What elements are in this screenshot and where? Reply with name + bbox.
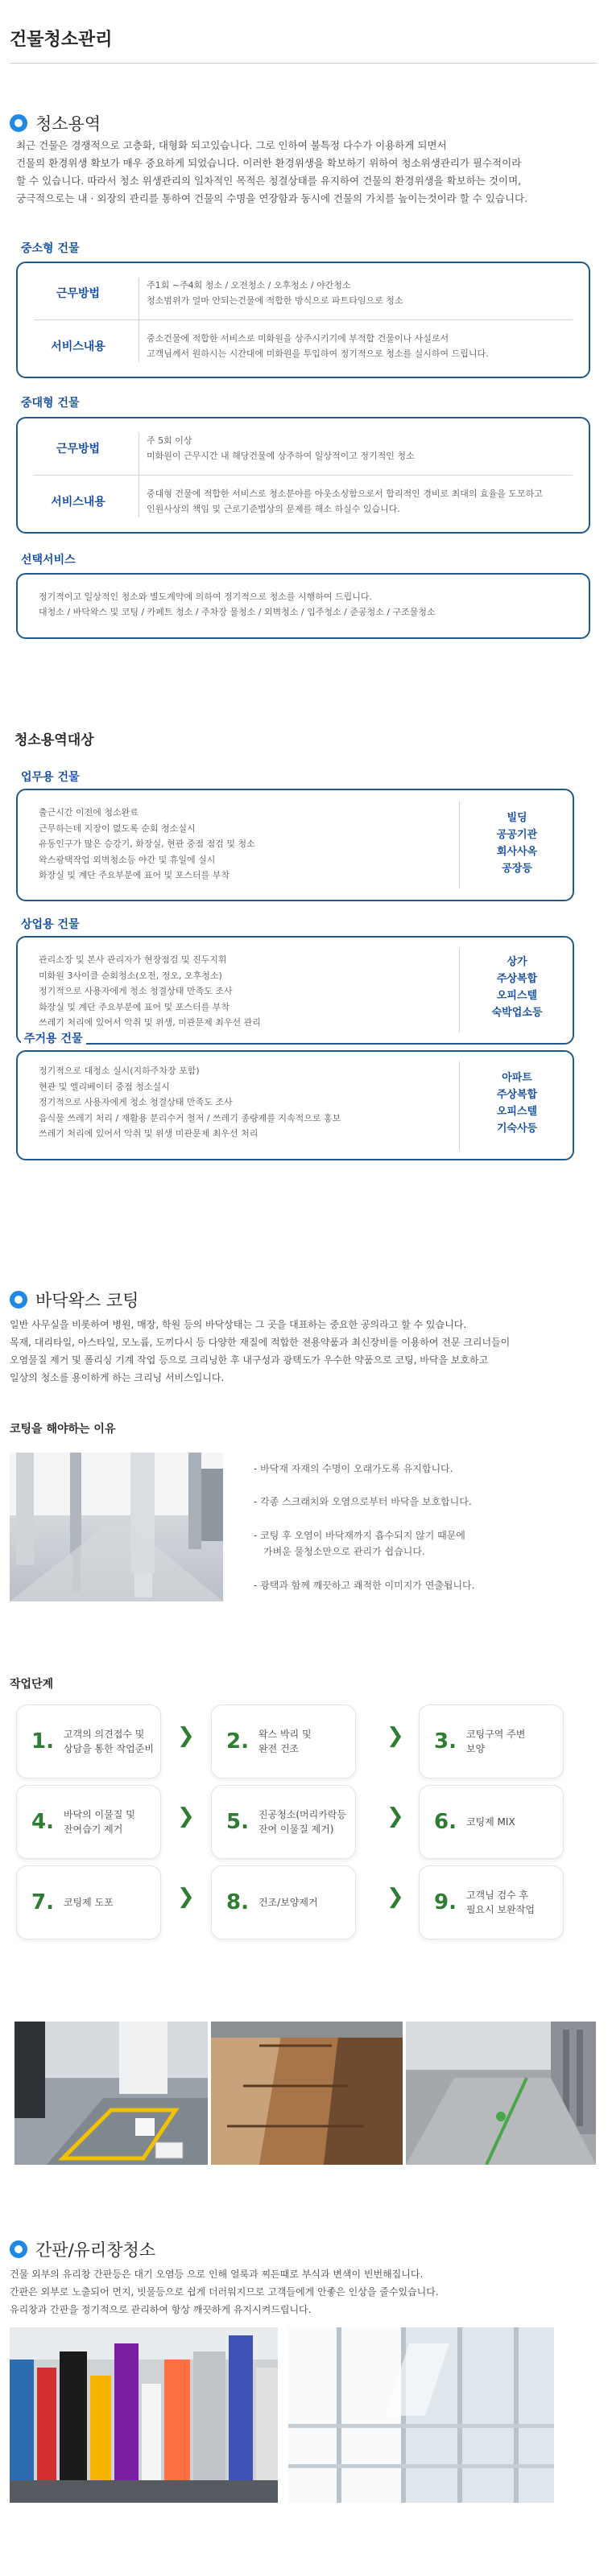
row-divider — [34, 475, 573, 476]
intro-line: 할 수 있습니다. 따라서 청소 위생관리의 일차적인 목적은 청결상태를 유지하여 건물의 환경위생을 확보하는 것이며, — [16, 175, 522, 187]
step-text — [64, 1895, 114, 1910]
intro-line: 최근 건물은 경쟁적으로 고층화, 대형화 되고있습니다. 그로 인하여 불특정 다수가 이용하게 되면서 — [16, 139, 447, 151]
steps-title: 작업단계 — [10, 1678, 54, 1691]
reason-item — [254, 1494, 472, 1510]
intro-line: 일반 사무실을 비롯하여 병원, 매장, 학원 등의 바닥상태는 그 곳을 대표하는 중요한 공의라고 할 수 있습니다. — [10, 1319, 467, 1330]
target-line: 정기적으로 사용자에게 청소 청결상태 만족도 조사 — [39, 1097, 233, 1107]
step-number: 4. — [31, 1810, 54, 1834]
work-photo-wood-floor — [211, 2022, 403, 2165]
step-card — [16, 1704, 161, 1778]
large-building-label: 중대형 건물 — [21, 397, 80, 410]
target-label-commercial: 상업용 건물 — [21, 918, 80, 931]
target-line: 출근시간 이전에 청소완료 — [39, 807, 139, 818]
intro-line: 목재, 대리타일, 아스타일, 모노륨, 도끼다시 등 다양한 재질에 적합한 전용약품과 최신장비를 이용하여 전문 크리너들이 — [10, 1337, 511, 1348]
large-row-method — [18, 425, 589, 472]
column-divider — [459, 802, 460, 888]
step-card — [419, 1865, 564, 1939]
small-building-box — [16, 262, 590, 378]
row-line: 중대형 건물에 적합한 서비스로 청소분야를 아웃소싱함으로서 합리적인 경비로 최대의 효율을 도모하고 — [147, 488, 543, 499]
target-tag: 숙박업소등 — [491, 1007, 543, 1019]
chevron-right-icon: ❯ — [387, 1885, 404, 1909]
circle-bullet-icon — [10, 114, 27, 132]
step-text — [259, 1807, 346, 1836]
large-building-box — [16, 417, 590, 534]
target-tag: 빌딩 — [507, 812, 527, 824]
column-divider — [459, 949, 460, 1032]
step-number: 7. — [31, 1890, 54, 1914]
target-box-office — [16, 789, 574, 901]
target-tags — [461, 1070, 573, 1137]
intro-line: 일상의 청소를 용이하게 하는 크리닝 서비스입니다. — [10, 1372, 225, 1383]
step-text — [466, 1815, 515, 1829]
signboard-intro — [10, 2265, 589, 2318]
step-line: 코팅제 MIX — [465, 1816, 515, 1828]
step-number: 2. — [226, 1729, 249, 1754]
row-label: 근무방법 — [56, 287, 101, 300]
target-line: 화장실 및 계단 주요부분에 표어 및 포스터를 부착 — [39, 870, 230, 880]
target-tag: 기숙사등 — [496, 1123, 538, 1135]
step-number: 3. — [434, 1729, 457, 1754]
step-card — [419, 1785, 564, 1859]
title-divider — [10, 63, 598, 64]
step-number: 5. — [226, 1810, 249, 1834]
section-heading-wax — [10, 1288, 139, 1312]
chevron-right-icon: ❯ — [387, 1804, 404, 1828]
step-card — [16, 1865, 161, 1939]
row-line: 대청소 / 바닥왁스 및 코팅 / 카페트 청소 / 주차장 물청소 / 외벽청소 / 입주청소 / 준공청소 / 구조물청소 — [39, 607, 436, 617]
optional-service-label: 선택서비스 — [21, 554, 76, 567]
section-heading-targets: 청소용역대상 — [14, 732, 94, 748]
target-line: 왁스광택작업 외벽청소등 야간 및 휴일에 실시 — [39, 854, 216, 865]
reason-line: - 각종 스크래치와 오염으로부터 바닥을 보호합니다. — [254, 1496, 472, 1507]
target-tag: 상가 — [507, 956, 527, 968]
small-row-service — [18, 323, 589, 369]
wax-intro — [10, 1316, 598, 1387]
target-line: 쓰레기 처리에 있어서 악취 및 위생, 미관문제 최우선 관리 — [39, 1017, 261, 1028]
target-text — [39, 1063, 341, 1142]
row-line: 청소범위가 얼마 안되는건물에 적합한 방식으로 파트타임으로 청소 — [147, 295, 403, 306]
chevron-right-icon: ❯ — [177, 1885, 195, 1909]
step-number: 9. — [434, 1890, 457, 1914]
reason-line: 가벼운 물청소만으로 관리가 쉽습니다. — [263, 1546, 425, 1557]
step-line: 고객의 의견접수 및 — [63, 1729, 145, 1740]
circle-bullet-icon — [10, 2240, 27, 2258]
section-heading-text: 바닥왁스 코팅 — [35, 1291, 139, 1310]
row-line: 미화원이 근무시간 내 해당건물에 상주하여 일상적이고 정기적인 청소 — [147, 451, 415, 461]
chevron-right-icon: ❯ — [387, 1724, 404, 1748]
target-line: 화장실 및 계단 주요부분에 표어 및 포스터를 부착 — [39, 1001, 230, 1012]
row-label: 서비스내용 — [51, 340, 105, 353]
target-tags — [461, 954, 573, 1021]
circle-bullet-icon — [10, 1291, 27, 1309]
row-line: 주1회 ~주4회 청소 / 오전청소 / 오후청소 / 야간청소 — [147, 280, 351, 291]
target-line: 유동인구가 많은 승강기, 화장실, 현관 중점 점검 및 청소 — [39, 839, 255, 849]
row-line: 정기적이고 일상적인 청소와 별도계약에 의하여 정기적으로 청소를 시행하여 드립니다. — [39, 591, 373, 602]
target-line: 음식물 쓰레기 처리 / 재활용 분리수거 철저 / 쓰레기 종량제를 지속적으로 홍보 — [39, 1112, 341, 1123]
small-row-method — [18, 270, 589, 316]
reason-item — [254, 1527, 465, 1560]
intro-line: 간판은 외부로 노출되어 먼지, 빗물등으로 쉽게 더러워지므로 고객들에게 안좋은 인상을 줄수있습니다. — [10, 2286, 439, 2298]
intro-line: 건물 외부의 유리창 간판등은 대기 오염등 으로 인해 얼룩과 찌든때로 부식과 변색이 빈번해집니다. — [10, 2269, 424, 2280]
step-number: 1. — [31, 1729, 54, 1754]
work-photo-concrete-floor — [406, 2022, 596, 2165]
target-label-residential: 주거용 건물 — [21, 1030, 86, 1046]
target-tag: 주상복합 — [496, 973, 538, 985]
target-line: 정기적으로 대청소 실시(지하주차장 포함) — [39, 1065, 200, 1076]
row-text — [139, 331, 489, 361]
step-text — [259, 1727, 312, 1756]
reason-title: 코팅을 해야하는 이유 — [10, 1423, 116, 1436]
section-heading-text: 청소용역 — [35, 114, 101, 134]
step-number: 6. — [434, 1810, 457, 1834]
step-line: 보양 — [465, 1743, 486, 1754]
target-tag: 오피스텔 — [496, 990, 538, 1002]
step-line: 건조/보양제거 — [258, 1897, 318, 1908]
target-tags — [461, 810, 573, 877]
row-line: 인원사상의 책임 및 근로기준법상의 문제를 해소 하실수 있습니다. — [147, 504, 400, 514]
row-line: 주 5회 이상 — [147, 435, 192, 446]
target-tag: 주상복합 — [496, 1089, 538, 1101]
step-text — [64, 1807, 135, 1836]
page-title: 건물청소관리 — [10, 30, 113, 50]
reason-line: - 코팅 후 오염이 바닥재까지 흡수되지 않기 때문에 — [254, 1530, 465, 1541]
row-text — [139, 278, 403, 308]
optional-service-box — [16, 573, 590, 639]
intro-line: 궁극적으로는 내 · 외장의 관리를 통하여 건물의 수명을 연장함과 동시에 건물의 가치를 높이는것이라 할 수 있습니다. — [16, 192, 528, 204]
reason-line: - 광택과 함께 깨끗하고 쾌적한 이미지가 연출됩니다. — [254, 1580, 475, 1591]
row-line: 고객님께서 원하시는 시간대에 미화원을 투입하여 정기적으로 청소를 실시하여 드립니다. — [147, 348, 489, 359]
cleaning-intro — [16, 137, 596, 208]
step-text — [259, 1895, 318, 1910]
section-heading-cleaning — [10, 111, 101, 135]
intro-line: 유리창과 간판을 정기적으로 관리하여 항상 깨끗하게 유지시켜드립니다. — [10, 2304, 312, 2315]
row-text — [139, 433, 415, 464]
target-tag: 아파트 — [502, 1072, 532, 1084]
step-line: 바닥의 이물질 및 — [63, 1809, 135, 1820]
target-label-office: 업무용 건물 — [21, 771, 80, 784]
step-line: 진공청소(머리카락등 — [258, 1809, 346, 1820]
step-line: 잔여 이물질 제거) — [258, 1824, 334, 1835]
target-box-commercial — [16, 936, 574, 1045]
reason-item — [254, 1461, 453, 1477]
target-text — [39, 805, 255, 884]
step-line: 왁스 박리 및 — [258, 1729, 312, 1740]
target-tag: 공장등 — [502, 863, 532, 875]
step-card — [211, 1785, 356, 1859]
intro-line: 건물의 환경위생 확보가 매우 중요하게 되었습니다. 이러한 환경위생을 확보하기 위하여 청소위생관리가 필수적이라 — [16, 157, 522, 169]
large-row-service — [18, 478, 589, 525]
target-line: 쓰레기 처리에 있어서 악취 및 위생 미관문제 최우선 처리 — [39, 1128, 259, 1139]
step-line: 필요시 보완작업 — [465, 1904, 535, 1915]
section-heading-signboard — [10, 2237, 155, 2261]
row-text — [139, 486, 543, 517]
step-text — [466, 1888, 535, 1917]
target-line: 관리소장 및 본사 관리자가 현장점검 및 진두지휘 — [39, 954, 227, 965]
step-line: 코팅제 도포 — [63, 1897, 114, 1908]
reason-item — [254, 1577, 474, 1593]
step-line: 고객님 검수 후 — [465, 1890, 529, 1901]
intro-line: 오염물질 제거 및 폴리싱 기계 작업 등으로 크리닝한 후 내구성과 광택도가 우수한 약품으로 코팅, 바닥을 보호하고 — [10, 1354, 489, 1366]
reason-line: - 바닥재 자재의 수명이 오래가도록 유지합니다. — [254, 1463, 453, 1474]
target-tag: 오피스텔 — [496, 1106, 538, 1118]
step-card — [211, 1865, 356, 1939]
row-line: 중소건물에 적합한 서비스로 미화원을 상주시키기에 부적합 건물이나 사설로서 — [147, 333, 449, 344]
row-label: 근무방법 — [56, 443, 101, 455]
chevron-right-icon: ❯ — [177, 1724, 195, 1748]
target-text — [39, 952, 261, 1031]
step-card — [211, 1704, 356, 1778]
section-heading-text: 간판/유리창청소 — [35, 2240, 156, 2260]
step-line: 잔여습기 제거 — [63, 1824, 123, 1835]
glass-window-photo — [288, 2327, 554, 2503]
row-divider — [34, 319, 573, 320]
target-line: 현관 및 엘리베이터 중점 청소실시 — [39, 1081, 170, 1092]
target-tag: 회사사옥 — [496, 846, 538, 858]
step-line: 완전 건조 — [258, 1743, 300, 1754]
column-divider — [459, 1061, 460, 1150]
row-label: 서비스내용 — [51, 496, 105, 509]
small-building-label: 중소형 건물 — [21, 242, 80, 255]
target-line: 정기적으로 사용자에게 청소 청결상태 만족도 조사 — [39, 986, 233, 996]
target-tag: 공공기관 — [496, 829, 538, 841]
target-line: 근무하는데 지장이 없도록 순회 청소실시 — [39, 822, 196, 834]
step-text — [466, 1727, 525, 1756]
step-text — [64, 1727, 154, 1756]
signboard-street-photo — [10, 2327, 278, 2503]
step-card — [419, 1704, 564, 1778]
chevron-right-icon: ❯ — [177, 1804, 195, 1828]
target-line: 미화원 3사이클 순회청소(오전, 정오, 오후청소) — [39, 970, 222, 981]
optional-text — [31, 589, 436, 620]
work-photo-corridor — [14, 2022, 208, 2165]
step-line: 상담을 통한 작업준비 — [63, 1743, 154, 1754]
step-line: 코팅구역 주변 — [465, 1729, 526, 1740]
target-box-residential — [16, 1050, 574, 1160]
waxed-floor-photo — [10, 1453, 223, 1601]
step-card — [16, 1785, 161, 1859]
step-number: 8. — [226, 1890, 249, 1914]
